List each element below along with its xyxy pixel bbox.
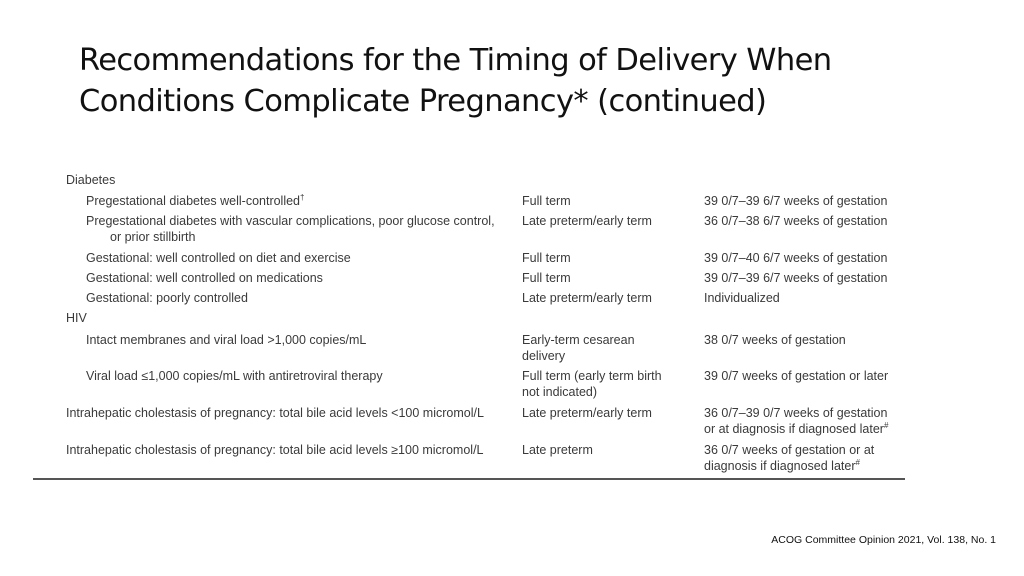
section-label-hiv: HIV xyxy=(66,311,87,325)
timing-cell: Late preterm/early term xyxy=(522,214,652,228)
weeks-cell: 39 0/7 weeks of gestation or later xyxy=(704,369,889,383)
condition-cell xyxy=(86,193,496,209)
section-label-diabetes: Diabetes xyxy=(66,173,116,187)
weeks-cell: 39 0/7–39 6/7 weeks of gestation xyxy=(704,194,888,208)
condition-cell xyxy=(86,213,496,245)
weeks-text: 36 0/7 weeks of gestation or at xyxy=(704,443,875,457)
condition-cell: Viral load ≤1,000 copies/mL with antiretroviral therapy xyxy=(86,369,383,383)
weeks-text-continued xyxy=(704,421,904,437)
weeks-cell: 36 0/7–38 6/7 weeks of gestation xyxy=(704,214,888,228)
table-bottom-rule xyxy=(33,478,905,480)
timing-cell: Late preterm/early term xyxy=(522,406,652,420)
slide-title-line-2: Conditions Complicate Pregnancy* (continued) xyxy=(79,84,767,119)
weeks-cell xyxy=(704,405,904,437)
timing-cell: Full term xyxy=(522,194,571,208)
condition-cell: Gestational: poorly controlled xyxy=(86,291,248,305)
condition-text: Pregestational diabetes well-controlled xyxy=(86,194,301,208)
footnote-mark: # xyxy=(855,457,860,467)
weeks-cell: Individualized xyxy=(704,291,780,305)
condition-cell: Intrahepatic cholestasis of pregnancy: total bile acid levels ≥100 micromol/L xyxy=(66,443,484,457)
timing-text: Early-term cesarean xyxy=(522,333,635,347)
footnote-mark: # xyxy=(883,420,889,430)
weeks-text-tail: or at diagnosis if diagnosed later xyxy=(704,422,884,436)
timing-cell xyxy=(522,332,692,364)
timing-cell: Full term xyxy=(522,271,571,285)
condition-cell: Intrahepatic cholestasis of pregnancy: total bile acid levels <100 micromol/L xyxy=(66,406,484,420)
condition-cell: Intact membranes and viral load >1,000 copies/mL xyxy=(86,333,367,347)
condition-text-continued: or prior stillbirth xyxy=(110,230,196,244)
weeks-cell xyxy=(704,442,904,474)
condition-cell: Gestational: well controlled on medications xyxy=(86,271,323,285)
weeks-text-tail: diagnosis if diagnosed later xyxy=(704,459,856,473)
weeks-text: 36 0/7–39 0/7 weeks of gestation xyxy=(704,406,888,420)
slide-title xyxy=(79,40,979,122)
weeks-cell: 39 0/7–40 6/7 weeks of gestation xyxy=(704,251,888,265)
condition-cell: Gestational: well controlled on diet and exercise xyxy=(86,251,351,265)
condition-text: Pregestational diabetes with vascular complications, poor glucose control, xyxy=(86,214,495,228)
timing-text: Full term (early term birth xyxy=(522,369,662,383)
timing-text-continued: not indicated) xyxy=(522,385,598,399)
weeks-cell: 39 0/7–39 6/7 weeks of gestation xyxy=(704,271,888,285)
weeks-cell: 38 0/7 weeks of gestation xyxy=(704,333,846,347)
timing-text-continued: delivery xyxy=(522,349,566,363)
footnote-mark: † xyxy=(300,192,305,202)
timing-cell xyxy=(522,368,692,400)
source-citation: ACOG Committee Opinion 2021, Vol. 138, No. 1 xyxy=(771,534,996,546)
weeks-text-continued xyxy=(704,458,904,474)
slide-title-line-1: Recommendations for the Timing of Delivery When xyxy=(79,43,832,78)
timing-cell: Late preterm xyxy=(522,443,593,457)
timing-cell: Late preterm/early term xyxy=(522,291,652,305)
timing-cell: Full term xyxy=(522,251,571,265)
